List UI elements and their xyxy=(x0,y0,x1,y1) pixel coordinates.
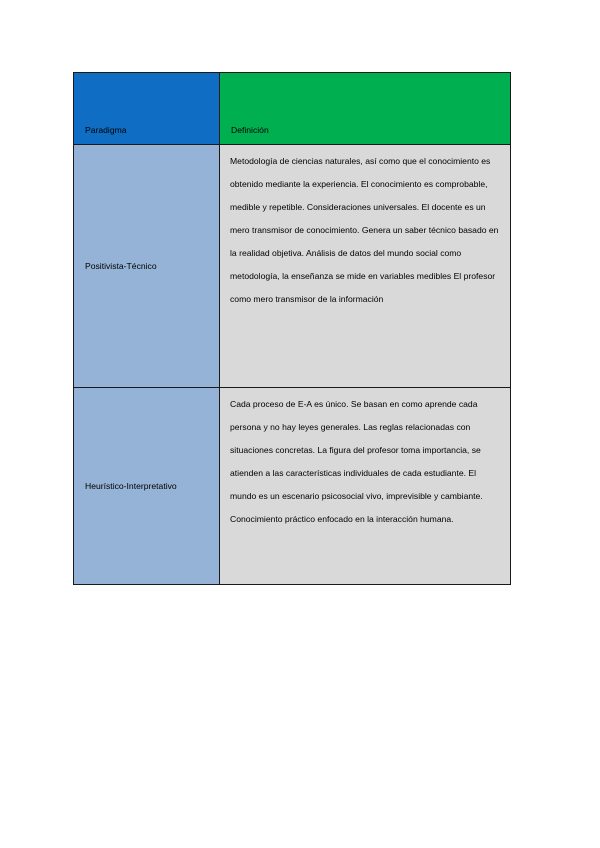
header-paradigm-cell xyxy=(74,73,220,145)
paradigm-cell xyxy=(74,145,220,388)
table-header-row xyxy=(74,73,511,145)
definition-cell xyxy=(220,388,511,585)
header-definition-label: Definición xyxy=(231,125,269,135)
paradigm-cell xyxy=(74,388,220,585)
definition-cell xyxy=(220,145,511,388)
paradigm-table xyxy=(73,72,511,585)
table-row xyxy=(74,145,511,388)
header-paradigm-label: Paradigma xyxy=(85,125,127,135)
header-definition-cell xyxy=(220,73,511,145)
definition-text: Cada proceso de E-A es único. Se basan en como aprende cada persona y no hay leyes generales. Las reglas relacionadas con situaciones concretas. La figura del profesor toma importancia, se atienden a las características individuales de cada estudiante. El mundo es un escenario psicosocial vivo, imprevisible y cambiante. Conocimiento práctico enfocado en la interacción humana. xyxy=(230,399,483,524)
definition-text: Metodología de ciencias naturales, así como que el conocimiento es obtenido mediante la experiencia. El conocimiento es comprobable, medible y repetible. Consideraciones universales. El docente es un mero transmisor de conocimiento. Genera un saber técnico basado en la realidad objetiva. Análisis de datos del mundo social como metodología, la enseñanza se mide en variables medibles El profesor como mero transmisor de la información xyxy=(230,156,499,304)
paradigm-name: Positivista-Técnico xyxy=(85,260,157,271)
paradigm-name: Heurístico-Interpretativo xyxy=(85,480,177,491)
table-row xyxy=(74,388,511,585)
